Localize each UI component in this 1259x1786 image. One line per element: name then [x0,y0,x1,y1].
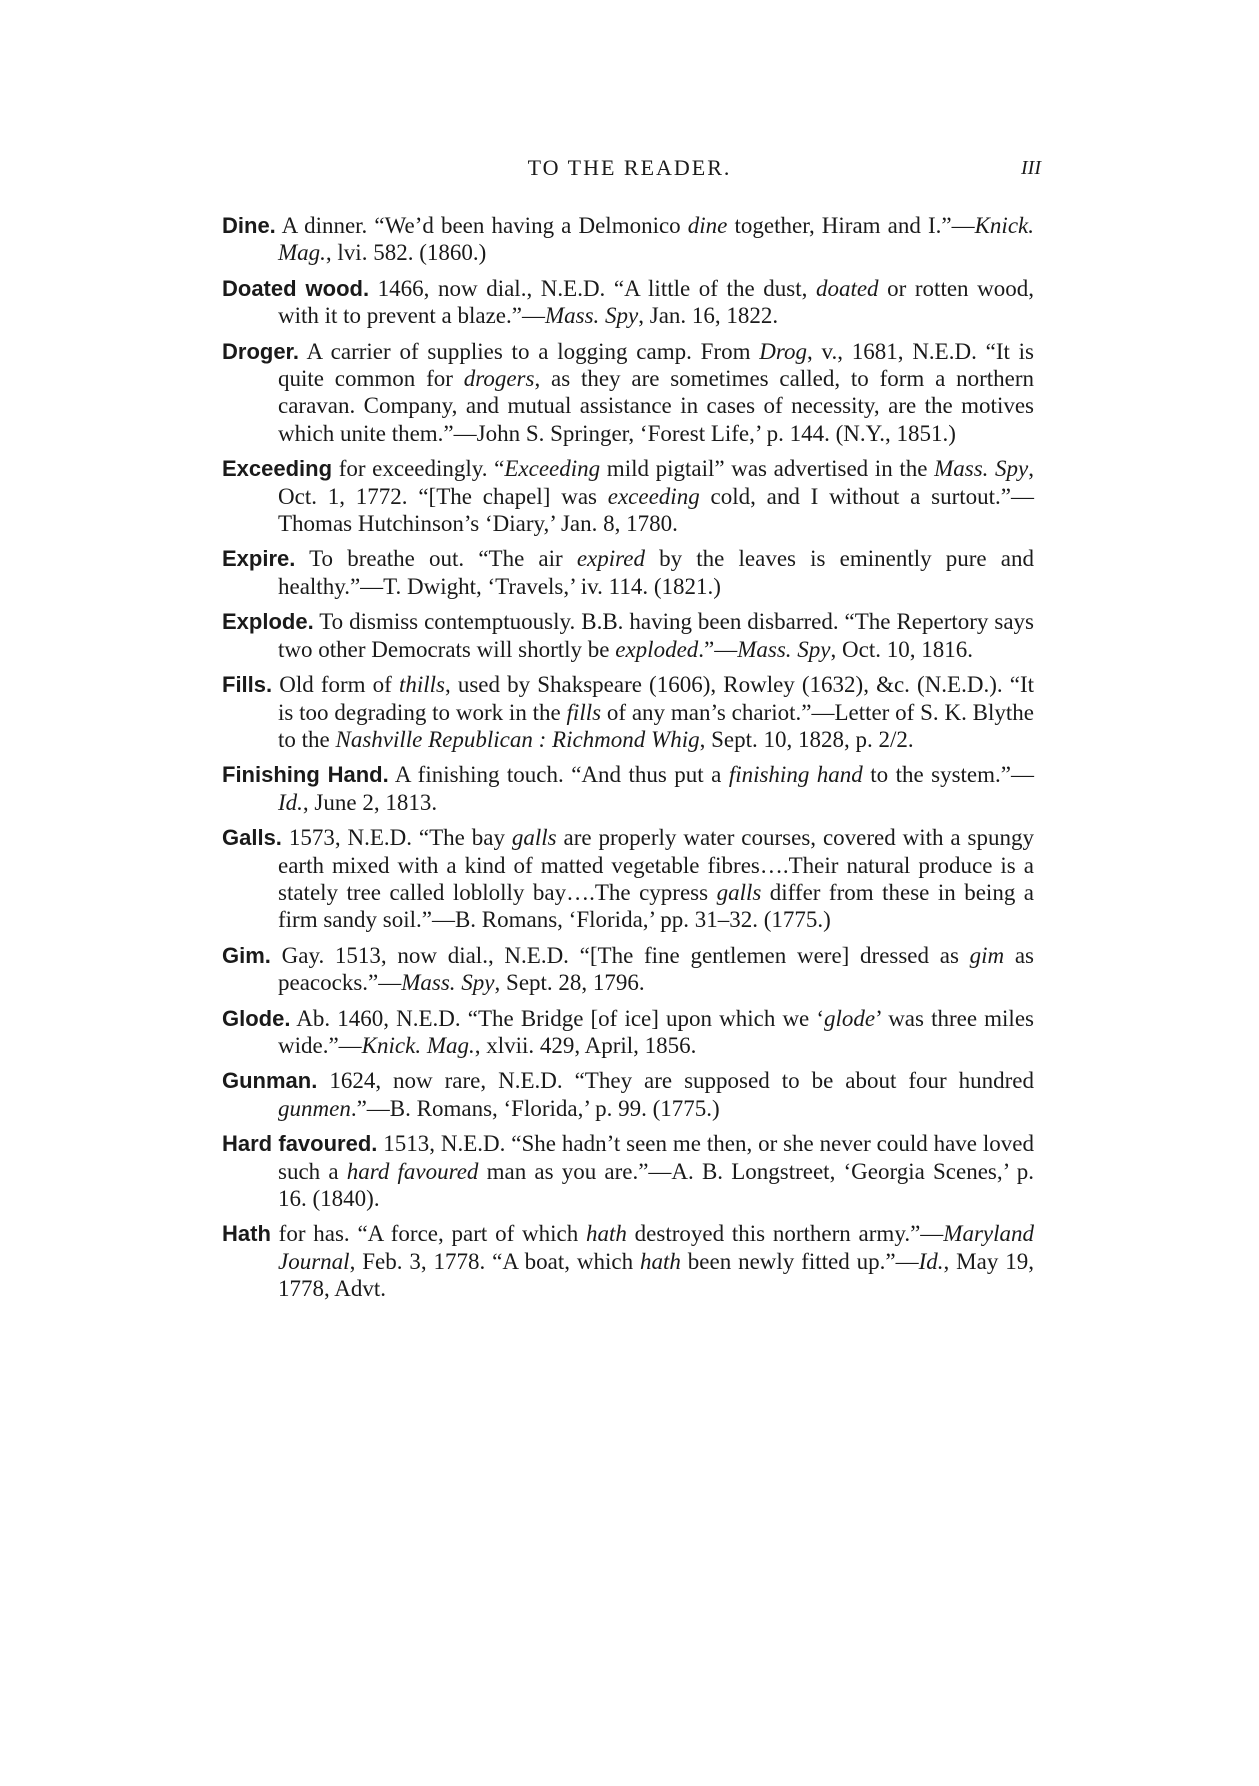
entry-text: .”— [698,636,738,662]
entry-text: mild pigtail” was advertised in the [600,456,935,482]
entry-text: Old form of [272,672,399,698]
entry-text: , lvi. 582. (1860.) [325,240,487,266]
entry-text: Gay. 1513, now dial., N.E.D. “[The fine gentlemen were] dressed as [270,942,970,968]
glossary-entry [222,1220,1034,1302]
entry-text: together, Hiram and I.”— [727,213,975,238]
entry-text: Ab. 1460, N.E.D. “The Bridge [of ice] upon which we ‘ [290,1005,825,1031]
glossary-entry [222,671,1034,753]
entry-text: by the leaves is eminently pure and healthy.”—T. Dwight, ‘Travels,’ iv. 114. (1821.) [278,546,1034,599]
entry-italic-text: dine [687,213,728,238]
entry-italic-text: doated [815,275,879,301]
entry-italic-text: gunmen [278,1095,351,1121]
glossary-entries [222,212,1034,1311]
entry-text: 1573, N.E.D. “The bay [281,825,512,851]
entry-text: , May 19, 1778, Advt. [278,1248,1034,1302]
entry-text: 1624, now rare, N.E.D. “They are supposed to be about four hundred [317,1068,1034,1094]
entry-text: , June 2, 1813. [302,789,438,815]
glossary-entry [222,1130,1034,1212]
entry-headword: Glode. [222,1005,291,1031]
entry-text: as peacocks.”— [278,942,1034,996]
entry-italic-text: gim [969,942,1005,968]
entry-text: , Sept. 28, 1796. [494,970,645,996]
page-header [0,155,1259,185]
entry-text: , Feb. 3, 1778. “A boat, which [349,1248,640,1274]
glossary-entry [222,338,1034,448]
entry-headword: Gim. [222,942,271,968]
glossary-entry [222,1067,1034,1122]
entry-italic-text: thills [398,672,445,698]
entry-italic-text: hard favoured [346,1158,479,1184]
entry-italic-text: Mass. Spy [737,636,831,662]
entry-text: , v., 1681, N.E.D. “It is quite common for [278,338,1034,392]
entry-text: or rotten wood, with it to prevent a blaze.”— [278,275,1034,329]
glossary-entry [222,608,1034,663]
entry-text: A finishing touch. “And thus put a [388,762,729,788]
entry-text: , Oct. 1, 1772. “[The chapel] was [278,456,1034,509]
entry-italic-text: Mass. Spy [934,456,1029,482]
entry-text: To breathe out. “The air [295,546,577,572]
entry-headword: Hath [222,1221,271,1247]
entry-headword: Doated wood. [222,275,370,301]
entry-italic-text: Mass. Spy [544,303,639,329]
glossary-entry [222,824,1034,934]
entry-headword: Hard favoured. [222,1131,378,1157]
entry-headword: Galls. [222,825,282,851]
entry-italic-text: Mass. Spy [401,970,495,996]
entry-italic-text: Knick. Mag. [278,213,1034,266]
entry-text: , Sept. 10, 1828, p. 2/2. [699,726,914,752]
entry-italic-text: Id. [918,1248,944,1274]
entry-text: differ from these in being a firm sandy soil.”—B. Romans, ‘Florida,’ pp. 31–32. (1775.) [278,879,1035,933]
entry-text: , xlvii. 429, April, 1856. [474,1032,697,1058]
entry-italic-text: galls [716,879,762,905]
entry-text: , Oct. 10, 1816. [830,636,973,662]
entry-italic-text: expired [576,546,645,572]
running-title: TO THE READER. [527,155,732,180]
page-number: III [1021,157,1041,179]
entry-text: 1513, N.E.D. “She hadn’t seen me then, or she never could have loved such a [278,1131,1034,1184]
entry-italic-text: Nashville Republican : Richmond Whig [335,726,700,752]
glossary-entry [222,545,1034,600]
entry-text: been newly fitted up.”— [680,1248,919,1274]
entry-italic-text: glode [824,1005,876,1031]
entry-text: To dismiss contemptuously. B.B. having been disbarred. “The Repertory says two other Democrats will shortly be [278,609,1034,662]
entry-italic-text: Id. [278,789,303,815]
entry-headword: Expire. [222,546,296,572]
entry-italic-text: hath [639,1248,681,1274]
entry-text: 1466, now dial., N.E.D. “A little of the dust, [369,275,816,301]
entry-text: .”—B. Romans, ‘Florida,’ p. 99. (1775.) [350,1095,720,1121]
glossary-entry [222,1005,1034,1060]
entry-headword: Droger. [222,338,300,364]
entry-headword: Fills. [222,672,273,698]
entry-text: are properly water courses, covered with a spungy earth mixed with a kind of matted vegetable fibres….Their natural produce is a stately tree called loblolly bay….The cypress [278,825,1034,905]
glossary-entry [222,942,1034,997]
entry-text: , used by Shakspeare (1606), Rowley (1632), &c. (N.E.D.). “It is too degrading to work in the [278,672,1034,725]
entry-headword: Dine. [222,213,276,238]
entry-text: A dinner. “We’d been having a Delmonico [275,213,688,238]
entry-italic-text: Maryland Journal [278,1221,1035,1274]
glossary-entry [222,212,1034,267]
entry-text: ’ was three miles wide.”— [278,1005,1034,1058]
entry-italic-text: Exceeding [504,456,601,482]
glossary-entry [222,455,1034,537]
entry-italic-text: finishing hand [728,762,863,788]
entry-text: to the system.”— [862,762,1034,788]
entry-italic-text: Knick. Mag. [361,1032,475,1058]
entry-text: man as you are.”—A. B. Longstreet, ‘Georgia Scenes,’ p. 16. (1840). [278,1158,1034,1211]
glossary-entry [222,275,1034,330]
entry-text: , Jan. 16, 1822. [638,303,779,329]
entry-italic-text: drogers [463,366,535,392]
entry-text: , as they are sometimes called, to form a northern caravan. Company, and mutual assistance in cases of necessity, are the motives which unite them.”—John S. Springer, ‘Forest Life,’ p. 144. (N.Y., 1851.) [278,366,1035,446]
entry-headword: Explode. [222,609,314,635]
entry-text: A carrier of supplies to a logging camp. From [299,338,760,364]
entry-text: for has. “A force, part of which [270,1221,586,1247]
entry-italic-text: galls [511,825,557,851]
glossary-entry [222,761,1034,816]
entry-text: for exceedingly. “ [332,456,505,482]
entry-headword: Exceeding [222,456,333,482]
entry-italic-text: exploded [615,636,699,662]
entry-headword: Finishing Hand. [222,762,389,788]
entry-italic-text: fills [566,699,602,725]
entry-italic-text: exceeding [607,483,700,509]
entry-text: of any man’s chariot.”—Letter of S. K. Blythe to the [278,699,1034,752]
entry-text: cold, and I without a surtout.”—Thomas Hutchinson’s ‘Diary,’ Jan. 8, 1780. [278,483,1034,537]
entry-italic-text: hath [586,1221,627,1247]
entry-italic-text: Drog [759,338,807,364]
entry-text: destroyed this northern army.”— [626,1221,944,1247]
entry-headword: Gunman. [222,1068,318,1094]
